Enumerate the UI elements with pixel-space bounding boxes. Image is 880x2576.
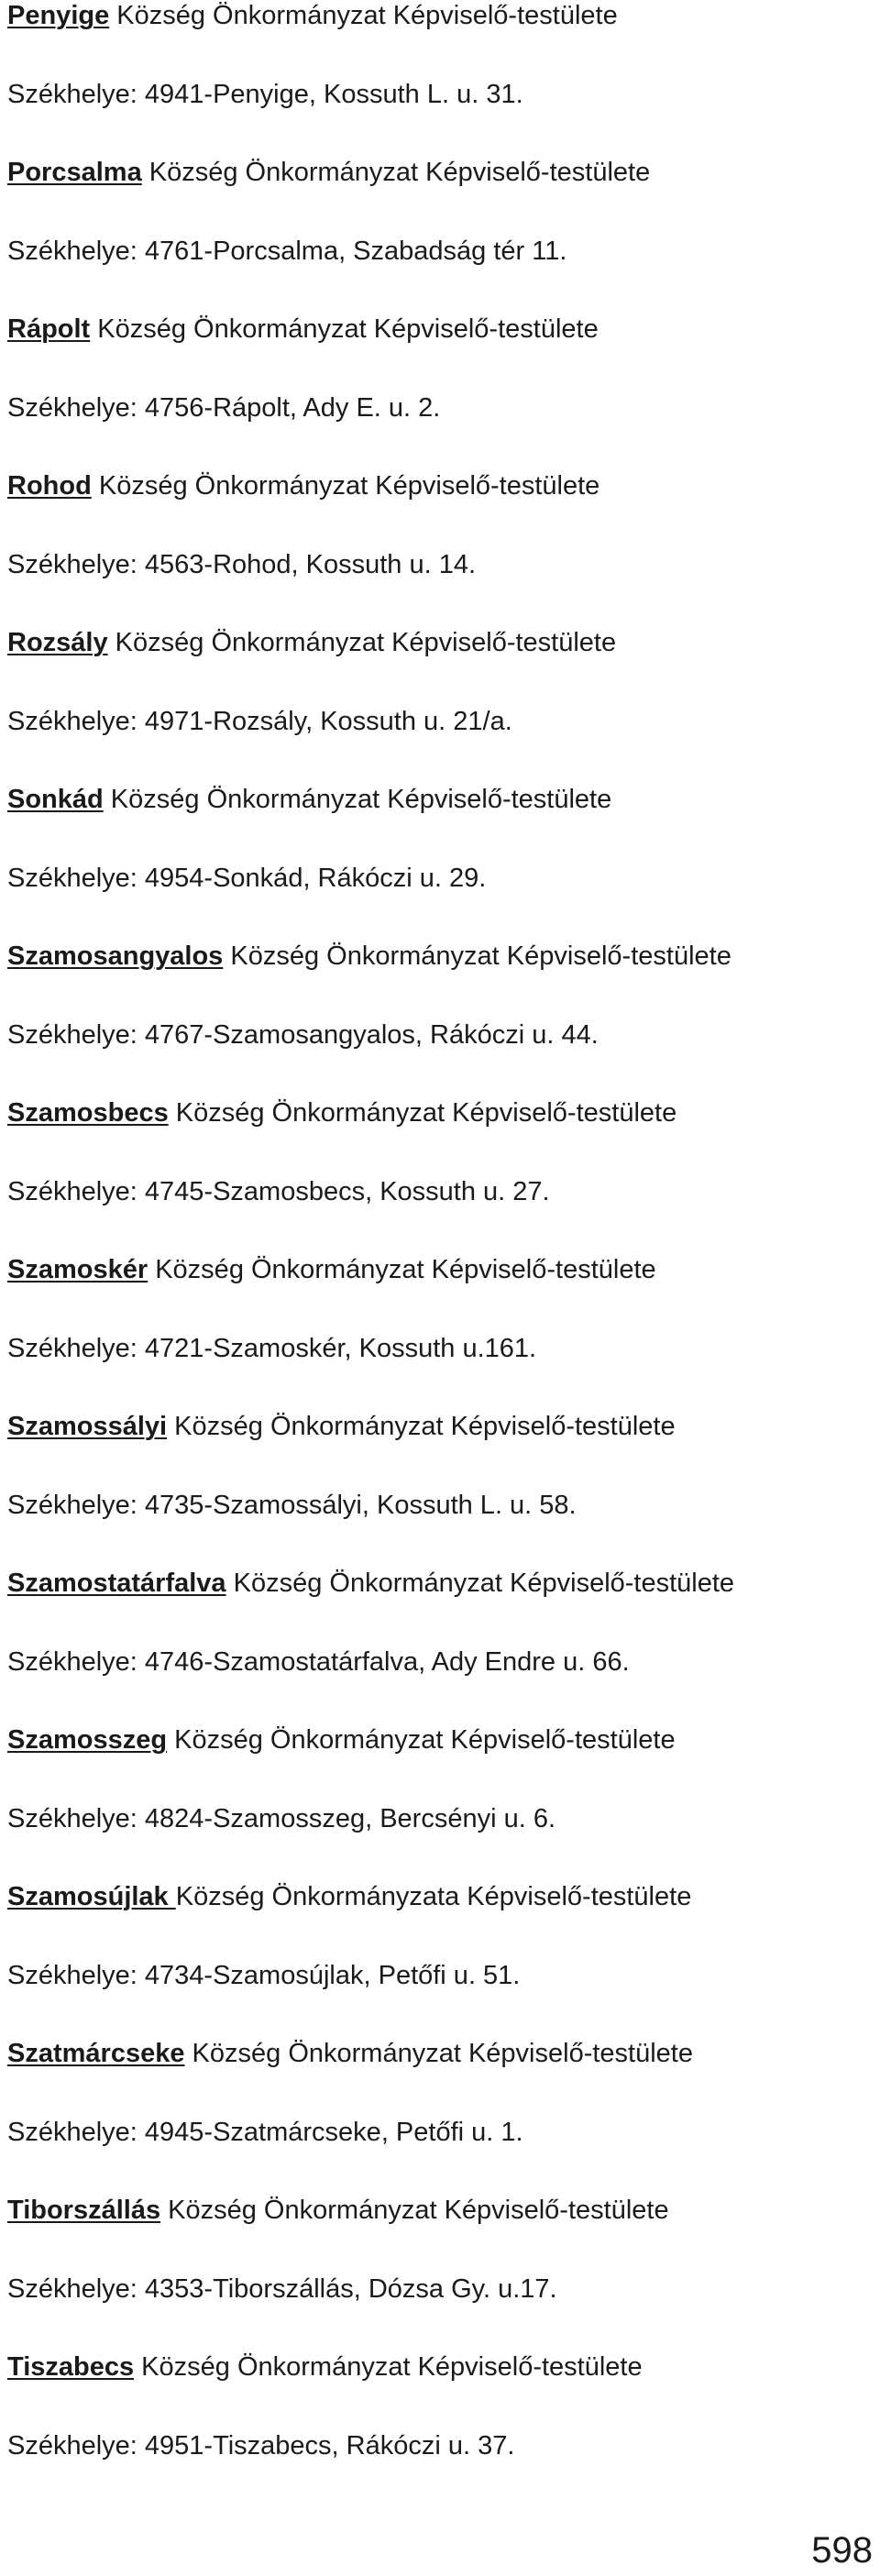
entry-rozsaly (7, 627, 869, 737)
entry-heading (7, 2195, 869, 2226)
seat-address: Székhelye: 4721-Szamoskér, Kossuth u.161. (7, 1334, 537, 1363)
seat-address: Székhelye: 4563-Rohod, Kossuth u. 14. (7, 550, 477, 579)
entry-heading (7, 1881, 869, 1912)
entry-heading (7, 1411, 869, 1442)
place-name: Szamossályi (7, 1412, 168, 1441)
seat-address: Székhelye: 4734-Szamosújlak, Petőfi u. 51. (7, 1961, 521, 1990)
entry-heading (7, 314, 869, 345)
body-title: Község Önkormányzat Képviselő-testülete (168, 1098, 677, 1128)
body-title: Község Önkormányzata Képviselő-testülete (175, 1882, 692, 1911)
seat-address: Székhelye: 4941-Penyige, Kossuth L. u. 31. (7, 80, 523, 109)
body-title: Község Önkormányzat Képviselő-testülete (184, 2039, 693, 2068)
place-name: Szamosújlak (7, 1882, 176, 1911)
entry-tiborszallas (7, 2195, 869, 2305)
body-title: Község Önkormányzat Képviselő-testülete (167, 1725, 676, 1755)
entry-szamossalyi (7, 1411, 869, 1521)
entry-heading (7, 1724, 869, 1756)
body-title: Község Önkormányzat Képviselő-testülete (167, 1412, 676, 1441)
entry-tiszabecs (7, 2351, 869, 2461)
place-name: Szamostatárfalva (7, 1569, 226, 1598)
seat-address: Székhelye: 4971-Rozsály, Kossuth u. 21/a. (7, 707, 512, 736)
seat-address: Székhelye: 4951-Tiszabecs, Rákóczi u. 37. (7, 2431, 515, 2460)
body-title: Község Önkormányzat Képviselő-testülete (107, 628, 617, 657)
body-title: Község Önkormányzat Képviselő-testülete (160, 2196, 669, 2225)
place-name: Rápolt (7, 314, 91, 344)
body-title: Község Önkormányzat Képviselő-testülete (223, 941, 732, 971)
place-name: Szatmárcseke (7, 2039, 185, 2068)
body-title: Község Önkormányzat Képviselő-testülete (109, 1, 618, 30)
seat-address: Székhelye: 4353-Tiborszállás, Dózsa Gy. u.17. (7, 2274, 557, 2304)
place-name: Szamosbecs (7, 1098, 169, 1128)
entry-szamosszeg (7, 1724, 869, 1834)
body-title: Község Önkormányzat Képviselő-testülete (91, 471, 600, 501)
entry-heading (7, 157, 869, 188)
place-name: Szamosszeg (7, 1725, 168, 1755)
seat-address: Székhelye: 4735-Szamossályi, Kossuth L. u. 58. (7, 1491, 577, 1520)
entry-heading (7, 470, 869, 501)
entry-penyige (7, 0, 869, 110)
place-name: Penyige (7, 1, 110, 30)
entry-szamosbecs (7, 1097, 869, 1207)
place-name: Szamosangyalos (7, 941, 224, 971)
entry-heading (7, 784, 869, 815)
entry-sonkad (7, 784, 869, 894)
body-title: Község Önkormányzat Képviselő-testülete (90, 314, 599, 344)
entry-szatmarcseke (7, 2038, 869, 2148)
body-title: Község Önkormányzat Képviselő-testülete (226, 1569, 735, 1598)
entry-heading (7, 1568, 869, 1599)
body-title: Község Önkormányzat Képviselő-testülete (134, 2352, 643, 2382)
place-name: Szamoskér (7, 1255, 148, 1284)
entry-rohod (7, 470, 869, 580)
entry-szamosker (7, 1254, 869, 1364)
seat-address: Székhelye: 4745-Szamosbecs, Kossuth u. 27. (7, 1177, 550, 1206)
seat-address: Székhelye: 4746-Szamostatárfalva, Ady Endre u. 66. (7, 1647, 630, 1677)
seat-address: Székhelye: 4767-Szamosangyalos, Rákóczi u. 44. (7, 1020, 599, 1050)
entry-porcsalma (7, 157, 869, 267)
page-number: 598 (811, 2530, 873, 2570)
place-name: Rohod (7, 471, 92, 501)
seat-address: Székhelye: 4756-Rápolt, Ady E. u. 2. (7, 393, 441, 423)
seat-address: Székhelye: 4945-Szatmárcseke, Petőfi u. 1. (7, 2118, 523, 2147)
entry-heading (7, 627, 869, 658)
entry-heading (7, 2351, 869, 2383)
body-title: Község Önkormányzat Képviselő-testülete (141, 158, 651, 187)
place-name: Tiborszállás (7, 2196, 161, 2225)
seat-address: Székhelye: 4954-Sonkád, Rákóczi u. 29. (7, 864, 487, 893)
seat-address: Székhelye: 4761-Porcsalma, Szabadság tér 11. (7, 237, 567, 266)
entry-rapolt (7, 314, 869, 424)
entry-szamosangyalos (7, 941, 869, 1051)
entry-heading (7, 1254, 869, 1285)
place-name: Rozsály (7, 628, 108, 657)
entry-szamostatarfalva (7, 1568, 869, 1678)
entry-heading (7, 941, 869, 972)
place-name: Tiszabecs (7, 2352, 135, 2382)
place-name: Porcsalma (7, 158, 142, 187)
entry-heading (7, 2038, 869, 2069)
entry-heading (7, 0, 869, 31)
body-title: Község Önkormányzat Képviselő-testülete (103, 785, 612, 814)
seat-address: Székhelye: 4824-Szamosszeg, Bercsényi u. 6. (7, 1804, 556, 1833)
entry-heading (7, 1097, 869, 1128)
entry-szamosujlak (7, 1881, 869, 1991)
place-name: Sonkád (7, 785, 104, 814)
body-title: Község Önkormányzat Képviselő-testülete (148, 1255, 656, 1284)
